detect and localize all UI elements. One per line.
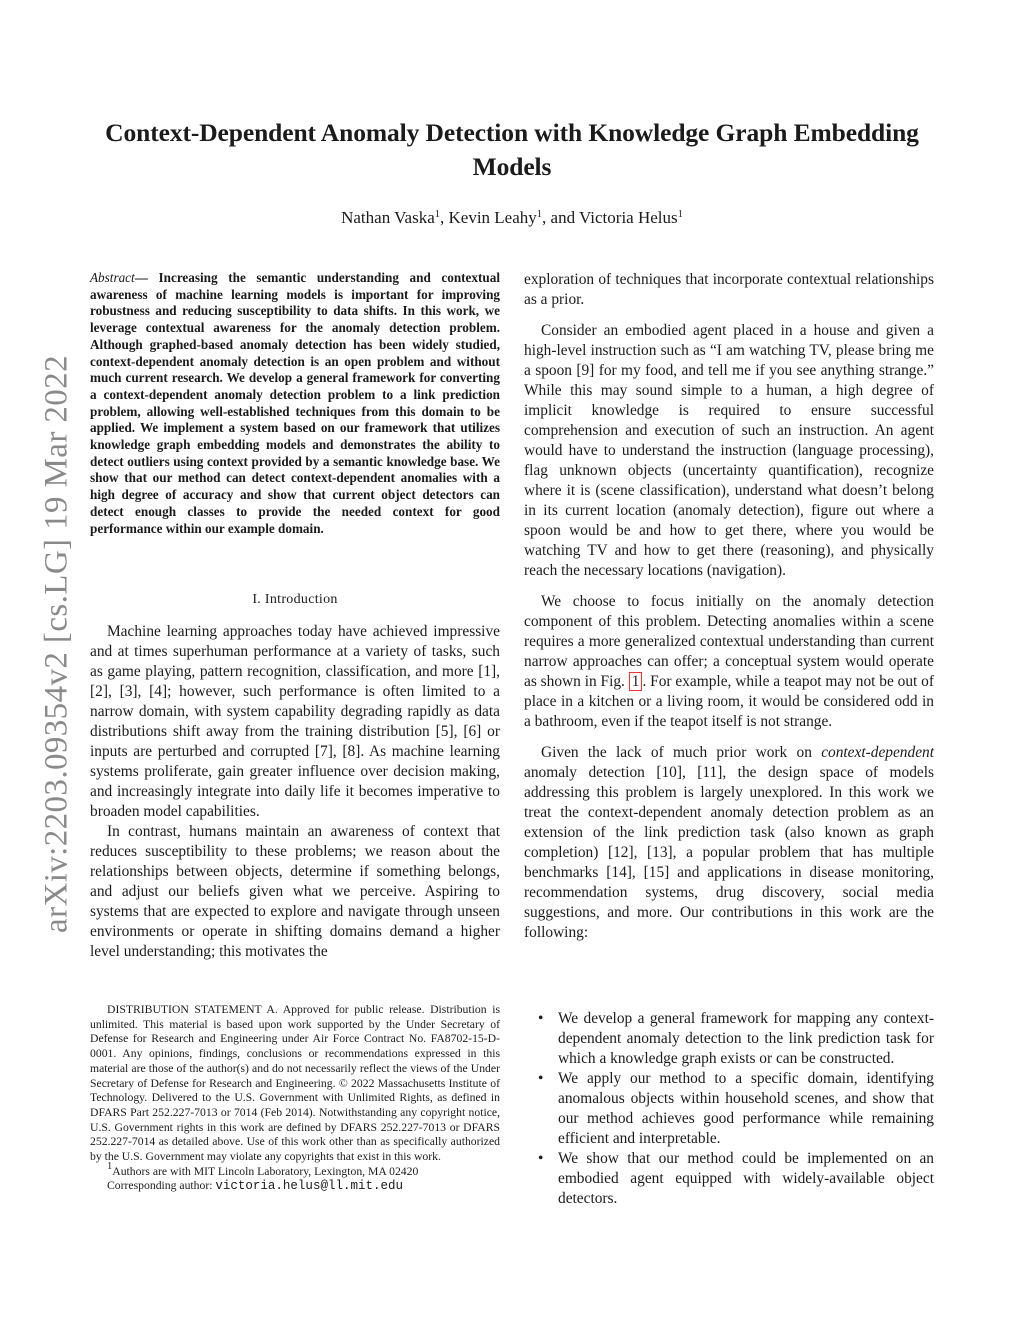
affiliation-mark: 1: [536, 209, 543, 220]
arxiv-identifier: arXiv:2203.09354v2 [cs.LG] 19 Mar 2022: [38, 355, 75, 933]
paragraph-text: . For example, while a teapot may not be out of place in a kitchen or a living room, it would be considered odd in a bathroom, even if the teapot itself is not strange.: [524, 673, 934, 730]
paragraph: In contrast, humans maintain an awareness of context that reduces susceptibility to these problems; we reason about the relationships between objects, determine if something belongs, and adjust our beliefs given what we perceive. Aspiring to systems that are expected to explore and navigate through unseen environments or operate in shifting domains demand a higher level understanding; this motivates the: [90, 823, 500, 960]
author-separator: , and: [542, 208, 580, 227]
list-item-text: We show that our method could be implemented on an embodied agent equipped with widely-available object detectors.: [558, 1150, 934, 1207]
footnote: [90, 1003, 500, 1194]
affiliation-mark: 1: [434, 209, 440, 220]
affiliation-mark: 1: [677, 209, 683, 220]
abstract-dash: —: [134, 270, 148, 285]
author-name: Nathan Vaska: [341, 208, 435, 227]
introduction-left: [90, 622, 500, 962]
corresponding-label: Corresponding author:: [107, 1179, 216, 1193]
contribution-list: [524, 1009, 934, 1209]
paragraph: [524, 743, 934, 943]
bullet-icon: •: [538, 1070, 544, 1087]
affiliation-text: Authors are with MIT Lincoln Laboratory, Lexington, MA 02420: [112, 1164, 419, 1178]
paper-title: Context-Dependent Anomaly Detection with Knowledge Graph Embedding Models: [105, 118, 919, 181]
paragraph: Machine learning approaches today have achieved impressive and at times superhuman performance at a variety of tasks, such as game playing, pattern recognition, classification, and more [1], [2], [3], [4]; however, such performance is often limited to a narrow domain, with system capability degrading rapidly as data distributions shift away from the training distribution [5], [6] or inputs are perturbed and corrupted [7], [8]. As machine learning systems proliferate, gain greater influence over decision making, and increasingly integrate into daily life it becomes imperative to broaden model capabilities.: [90, 623, 500, 820]
email-link[interactable]: victoria.helus@ll.mit.edu: [215, 1179, 403, 1194]
bullet-icon: •: [538, 1010, 544, 1027]
abstract-label: Abstract: [90, 270, 135, 285]
list-item: [524, 1069, 934, 1149]
introduction-right: [524, 270, 934, 954]
affiliation-mark: 1: [107, 1160, 113, 1172]
bullet-icon: •: [538, 1150, 544, 1167]
list-item-text: We develop a general framework for mapping any context-dependent anomaly detection to the link prediction task for which a knowledge graph exists or can be constructed.: [558, 1010, 934, 1067]
paragraph: [524, 592, 934, 732]
emphasis: context-dependent: [821, 744, 934, 761]
author-name: Kevin Leahy: [448, 208, 537, 227]
list-item: [524, 1009, 934, 1069]
list-item-text: We apply our method to a specific domain, identifying anomalous objects within household scenes, and show that our method achieves good performance while remaining efficient and interpretable.: [558, 1070, 934, 1147]
abstract-text: Increasing the semantic understanding and contextual awareness of machine learning models is important for improving robustness and reducing susceptibility to data shifts. In this work, we leverage contextual awareness for the anomaly detection problem. Although graphed-based anomaly detection has been widely studied, context-dependent anomaly detection is an open problem and without much current research. We develop a general framework for converting a context-dependent anomaly detection problem to a link prediction problem, allowing well-established techniques from this domain to be applied. We implement a system based on our framework that utilizes knowledge graph embedding models and demonstrates the ability to detect outliers using context provided by a semantic knowledge base. We show that our method can detect context-dependent anomalies with a high degree of accuracy and show that current object detectors can detect enough classes to provide the needed context for good performance within our example domain.: [90, 270, 500, 536]
list-item: [524, 1149, 934, 1209]
paragraph-text: Given the lack of much prior work on: [541, 744, 822, 761]
paragraph: Consider an embodied agent placed in a house and given a high-level instruction such as “I am watching TV, please bring me a spoon [9] for my food, and tell me if you see anything strange.” While this may sound simple to a human, a high degree of implicit knowledge is required to ensure successful comprehension and execution of such an instruction. An agent would have to understand the instruction (language processing), flag unknown objects (uncertainty quantification), recognize where it is (scene classification), understand what doesn’t belong in its current location (anomaly detection), figure out where a spoon would be and how to get there, where you would be watching TV and how to get there (reasoning), and physically reach the necessary locations (navigation).: [524, 322, 934, 579]
paragraph-text: anomaly detection [10], [11], the design space of models addressing this problem is largely unexplored. In this work we treat the context-dependent anomaly detection problem as an extension of the link prediction task (also known as graph completion) [12], [13], a popular problem that has multiple benchmarks [14], [15] and applications in disease monitoring, recommendation systems, drug discovery, social media suggestions, and more. Our contributions in this work are the following:: [524, 764, 934, 941]
author-list: [90, 208, 934, 228]
section-heading: I. Introduction: [252, 592, 338, 607]
figure-link[interactable]: 1: [629, 672, 643, 691]
paragraph-text: We choose to focus initially on the anomaly detection component of this problem. Detecting anomalies within a scene requires a more generalized contextual understanding than current narrow approaches can offer; a conceptual system would operate as shown in Fig.: [524, 593, 934, 690]
affiliation-note: [90, 1160, 500, 1180]
paragraph: exploration of techniques that incorporate contextual relationships as a prior.: [524, 271, 934, 308]
author-separator: ,: [440, 208, 449, 227]
author-name: Victoria Helus: [579, 208, 678, 227]
corresponding-author: [90, 1179, 500, 1194]
abstract: [90, 270, 500, 537]
distribution-statement: DISTRIBUTION STATEMENT A. Approved for public release. Distribution is unlimited. This material is based upon work supported by the Under Secretary of Defense for Research and Engineering under Air Force Contract No. FA8702-15-D-0001. Any opinions, findings, conclusions or recommendations expressed in this material are those of the author(s) and do not necessarily reflect the views of the Under Secretary of Defense for Research and Engineering. © 2022 Massachusetts Institute of Technology. Delivered to the U.S. Government with Unlimited Rights, as defined in DFARS Part 252.227-7013 or 7014 (Feb 2014). Notwithstanding any copyright notice, U.S. Government rights in this work are defined by DFARS 252.227-7013 or DFARS 252.227-7014 as detailed above. Use of this work other than as specifically authorized by the U.S. Government may violate any copyrights that exist in this work.: [90, 1003, 500, 1164]
